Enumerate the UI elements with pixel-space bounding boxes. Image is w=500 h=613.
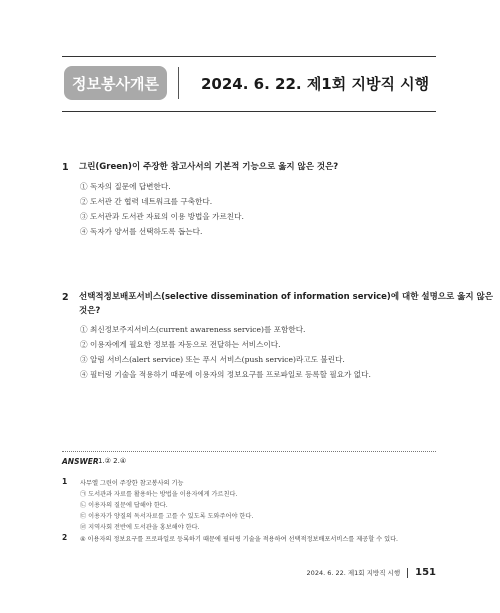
choice-item: ④ 독자가 양서를 선택하도록 돕는다. xyxy=(80,227,203,236)
exam-title: 2024. 6. 22. 제1회 지방직 시행 xyxy=(201,75,430,93)
header-bottom-rule xyxy=(62,111,436,112)
explanation-item: ㉠ 도서관과 자료를 활용하는 방법을 이용자에게 가르친다. xyxy=(80,491,238,498)
explanation-number: 2 xyxy=(62,533,68,542)
page-number: 151 xyxy=(415,567,436,578)
answer-divider xyxy=(62,451,436,452)
explanation-item: ㉡ 이용자의 질문에 답해야 한다. xyxy=(80,502,168,509)
explanation-text: ④ 이용자의 정보요구를 프로파일로 등록하기 때문에 필터링 기술을 적용하여 선택적정보배포서비스를 제공할 수 있다. xyxy=(80,536,399,543)
question-number: 2 xyxy=(62,292,69,303)
question-text-line1: 선택적정보배포서비스(selective dissemination of information service)에 대한 설명으로 옳지 않은 xyxy=(79,292,493,302)
answer-label: ANSWER xyxy=(62,457,99,466)
choice-item: ③ 도서관과 도서관 자료의 이용 방법을 가르친다. xyxy=(80,212,244,221)
question-text-line2: 것은? xyxy=(79,306,101,316)
choice-item: ② 도서관 간 협력 네트워크를 구축한다. xyxy=(80,197,213,206)
page-footer xyxy=(307,567,436,578)
answer-values: 1.② 2.④ xyxy=(98,457,127,465)
explanation-item: ㉣ 지역사회 전반에 도서관을 홍보해야 한다. xyxy=(80,524,200,531)
choice-item: ① 최신정보주지서비스(current awareness service)를 포함한다. xyxy=(80,325,306,334)
choice-item: ③ 알림 서비스(alert service) 또는 푸시 서비스(push service)라고도 불린다. xyxy=(80,355,345,364)
choice-item: ② 이용자에게 필요한 정보를 자동으로 전달하는 서비스이다. xyxy=(80,340,281,349)
footer-separator xyxy=(407,568,408,578)
header-top-rule xyxy=(62,56,436,57)
question-text: 그린(Green)이 주장한 참고사서의 기본적 기능으로 옳지 않은 것은? xyxy=(79,162,339,172)
explanation-item: ㉢ 이용자가 양질의 독서자료를 고를 수 있도록 도와주어야 한다. xyxy=(80,513,254,520)
explanation-number: 1 xyxy=(62,477,68,486)
question-number: 1 xyxy=(62,162,69,173)
choice-item: ④ 필터링 기술을 적용하기 때문에 이용자의 정보요구를 프로파일로 등록할 필요가 없다. xyxy=(80,370,371,379)
choice-item: ① 독자의 질문에 답변한다. xyxy=(80,182,171,191)
explanation-text: 사무엘 그린이 주장한 참고봉사의 기능 xyxy=(80,480,184,487)
header-divider xyxy=(178,67,179,99)
footer-exam-info: 2024. 6. 22. 제1회 지방직 시행 xyxy=(306,569,401,577)
subject-badge: 정보봉사개론 xyxy=(64,66,167,100)
